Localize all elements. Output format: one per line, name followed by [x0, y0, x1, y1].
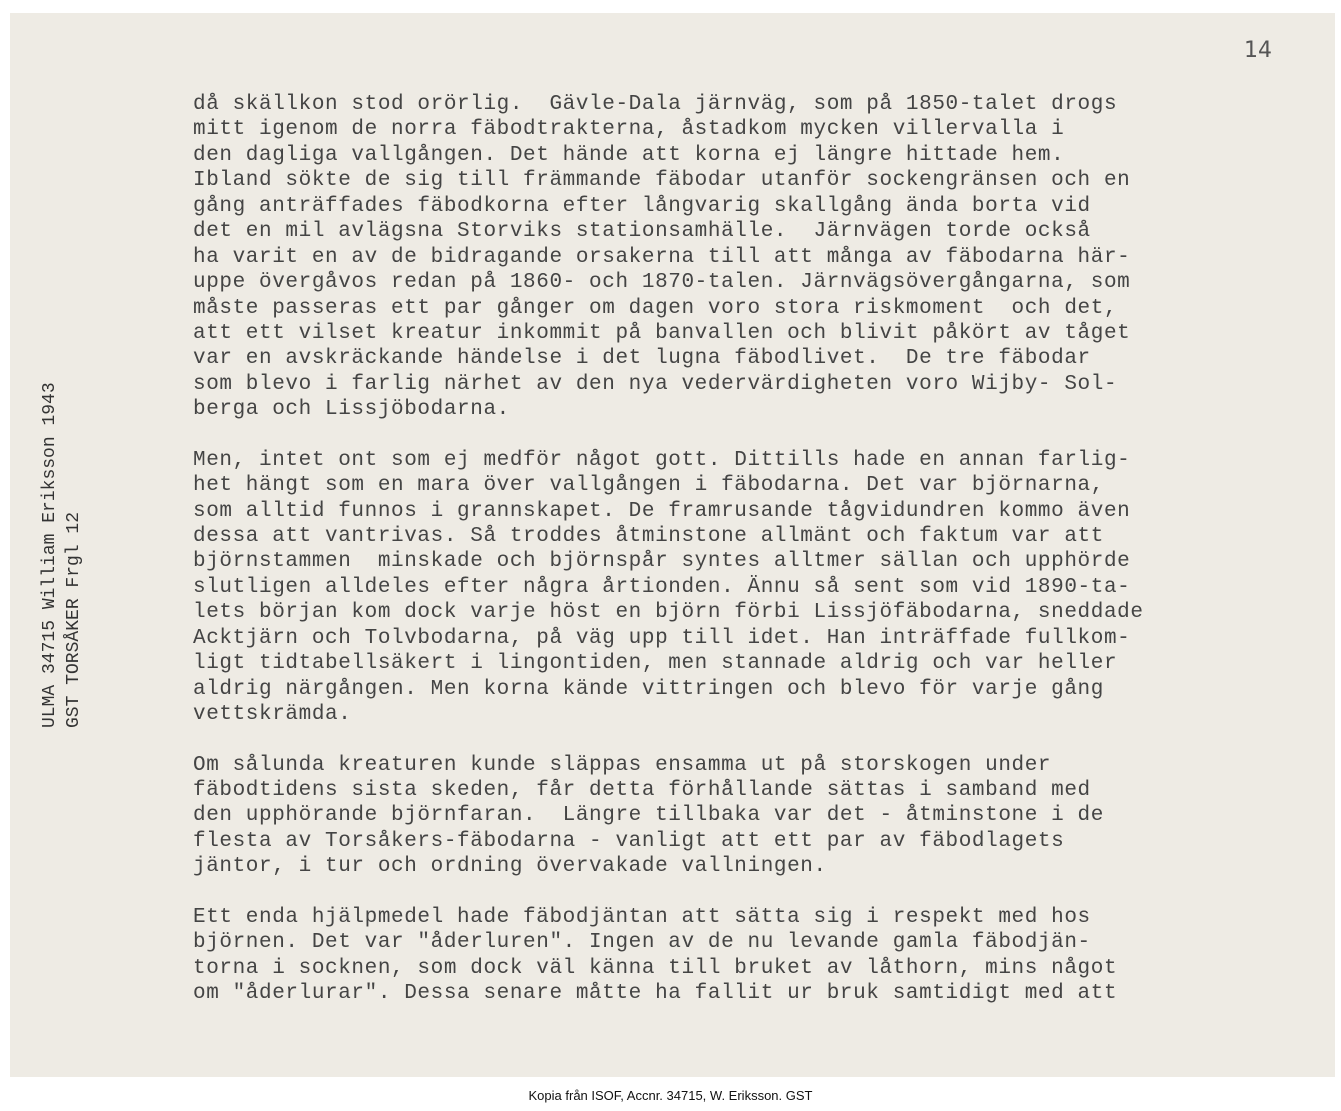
text-line: Ett enda hjälpmedel hade fäbodjäntan att sätta sig i respekt med hos: [193, 905, 1091, 929]
footer-caption: Kopia från ISOF, Accnr. 34715, W. Eriksson. GST: [528, 1088, 813, 1103]
text-line: mitt igenom de norra fäbodtrakterna, åstadkom mycken villervalla i: [193, 118, 1065, 142]
text-line: det en mil avlägsna Storviks stationsamhälle. Järnvägen torde också: [193, 220, 1091, 244]
paragraph: [193, 92, 1268, 423]
text-line: dessa att vantrivas. Så troddes åtminstone allmänt och faktum var att: [193, 525, 1104, 548]
text-line: att ett vilset kreatur inkommit på banvallen och blivit påkört av tåget: [193, 321, 1131, 345]
text-line: ligt tidtabellsäkert i lingontiden, men stannade aldrig och var heller: [193, 652, 1118, 676]
text-line: den dagliga vallgången. Det hände att korna ej längre hittade hem.: [193, 143, 1065, 167]
text-line: uppe övergåvos redan på 1860- och 1870-talen. Järnvägsövergångarna, som: [193, 271, 1131, 295]
text-line: då skällkon stod orörlig. Gävle-Dala järnväg, som på 1850-talet drogs: [193, 93, 1118, 116]
text-line: björnstammen minskade och björnspår syntes alltmer sällan och upphörde: [193, 550, 1131, 574]
archive-note-line: ULMA 34715 William Eriksson 1943: [40, 382, 60, 728]
text-line: aldrig närgången. Men korna kände vittringen och blevo för varje gång: [193, 677, 1104, 701]
text-line: jäntor, i tur och ordning övervakade vallningen.: [193, 855, 827, 879]
text-line: den upphörande björnfaran. Längre tillbaka var det - åtminstone i de: [193, 804, 1104, 828]
text-line: om "åderlurar". Dessa senare måtte ha fallit ur bruk samtidigt med att: [193, 982, 1118, 1005]
paragraph: [193, 905, 1268, 1007]
text-line: var en avskräckande händelse i det lugna fäbodlivet. De tre fäbodar: [193, 347, 1091, 371]
text-line: måste passeras ett par gånger om dagen voro stora riskmoment och det,: [193, 296, 1118, 320]
archive-note-line: GST TORSÅKER Frgl 12: [64, 511, 84, 728]
text-line: Ibland sökte de sig till främmande fäbodar utanför sockengränsen och en: [193, 169, 1131, 193]
text-line: ha varit en av de bidragande orsakerna till att många av fäbodarna här-: [193, 245, 1131, 269]
text-line: Om sålunda kreaturen kunde släppas ensamma ut på storskogen under: [193, 753, 1052, 777]
paragraph: [193, 448, 1268, 728]
text-line: gång anträffades fäbodkorna efter långvarig skallgång ända borta vid: [193, 194, 1091, 218]
text-line: berga och Lissjöbodarna.: [193, 398, 510, 422]
text-line: som blevo i farlig närhet av den nya vedervärdigheten voro Wijby- Sol-: [193, 372, 1118, 396]
text-line: vettskrämda.: [193, 703, 352, 727]
text-line: Acktjärn och Tolvbodarna, på väg upp till idet. Han inträffade fullkom-: [193, 626, 1131, 650]
text-line: torna i socknen, som dock väl känna till bruket av låthorn, mins något: [193, 956, 1118, 980]
page-number: 14: [1244, 38, 1272, 63]
text-line: flesta av Torsåkers-fäbodarna - vanligt att ett par av fäbodlagets: [193, 829, 1065, 853]
paragraph: [193, 753, 1268, 880]
text-line: fäbodtidens sista skeden, får detta förhållande sättas i samband med: [193, 778, 1091, 802]
text-line: slutligen alldeles efter några årtionden. Ännu så sent som vid 1890-ta-: [193, 575, 1131, 599]
text-line: het hängt som en mara över vallgången i fäbodarna. Det var björnarna,: [193, 474, 1104, 498]
text-line: lets början kom dock varje höst en björn förbi Lissjöfäbodarna, sneddade: [193, 601, 1144, 625]
archive-note: [38, 382, 86, 728]
text-line: Men, intet ont som ej medför något gott. Dittills hade en annan farlig-: [193, 448, 1131, 472]
typewritten-text: [193, 92, 1268, 1031]
text-line: som alltid funnos i grannskapet. De framrusande tågvidundren kommo även: [193, 499, 1131, 523]
text-line: björnen. Det var "åderluren". Ingen av de nu levande gamla fäbodjän-: [193, 931, 1091, 955]
